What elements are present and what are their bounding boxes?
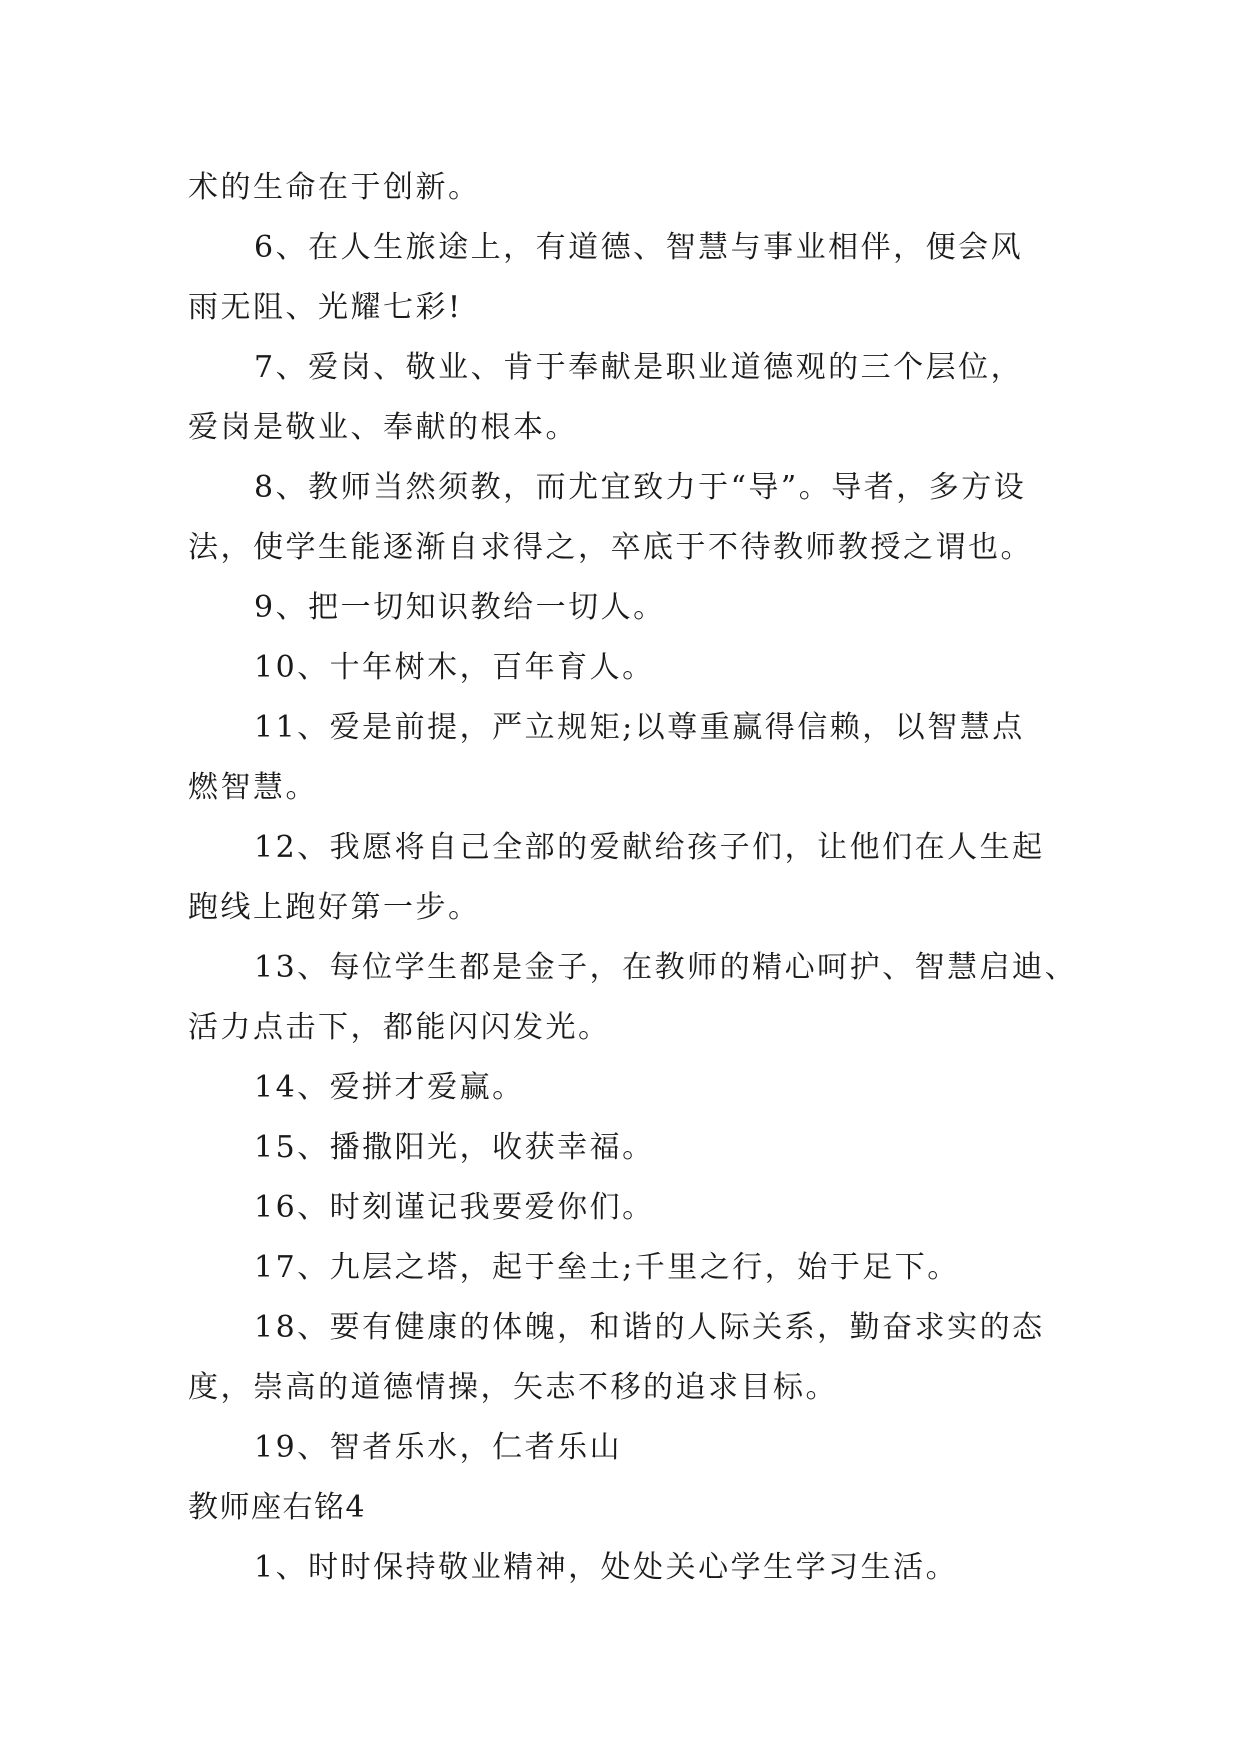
text-line: 活力点击下，都能闪闪发光。: [188, 1010, 611, 1045]
text-line: 1、时时保持敬业精神，处处关心学生学习生活。: [254, 1550, 959, 1585]
text-line: 度，崇高的道德情操，矢志不移的追求目标。: [188, 1370, 838, 1405]
text-line: 12、我愿将自己全部的爱献给孩子们，让他们在人生起: [254, 830, 1045, 865]
text-line: 跑线上跑好第一步。: [188, 890, 481, 925]
text-line: 燃智慧。: [188, 770, 318, 805]
text-line: 6、在人生旅途上，有道德、智慧与事业相伴，便会风: [254, 230, 1024, 265]
section-heading: 教师座右铭4: [188, 1490, 367, 1525]
text-line: 爱岗是敬业、奉献的根本。: [188, 410, 578, 445]
text-line: 13、每位学生都是金子，在教师的精心呵护、智慧启迪、: [254, 950, 1078, 985]
text-line: 11、爱是前提，严立规矩;以尊重赢得信赖，以智慧点: [254, 710, 1025, 745]
document-body: [188, 158, 1078, 1598]
text-line: 9、把一切知识教给一切人。: [254, 590, 666, 625]
text-line: 术的生命在于创新。: [188, 170, 481, 205]
text-line: 17、九层之塔，起于垒土;千里之行，始于足下。: [254, 1250, 960, 1285]
text-line: 10、十年树木，百年育人。: [254, 650, 655, 685]
text-line: 16、时刻谨记我要爱你们。: [254, 1190, 655, 1225]
text-line: 14、爱拼才爱赢。: [254, 1070, 525, 1105]
text-line: 19、智者乐水，仁者乐山: [254, 1430, 623, 1465]
text-line: 8、教师当然须教，而尤宜致力于“导”。导者，多方设: [254, 470, 1027, 505]
text-line: 15、播撒阳光，收获幸福。: [254, 1130, 655, 1165]
text-line: 7、爱岗、敬业、肯于奉献是职业道德观的三个层位，: [254, 350, 1024, 385]
text-line: 18、要有健康的体魄，和谐的人际关系，勤奋求实的态: [254, 1310, 1045, 1345]
text-line: 雨无阻、光耀七彩!: [188, 290, 463, 325]
text-line: 法，使学生能逐渐自求得之，卒底于不待教师教授之谓也。: [188, 530, 1033, 565]
